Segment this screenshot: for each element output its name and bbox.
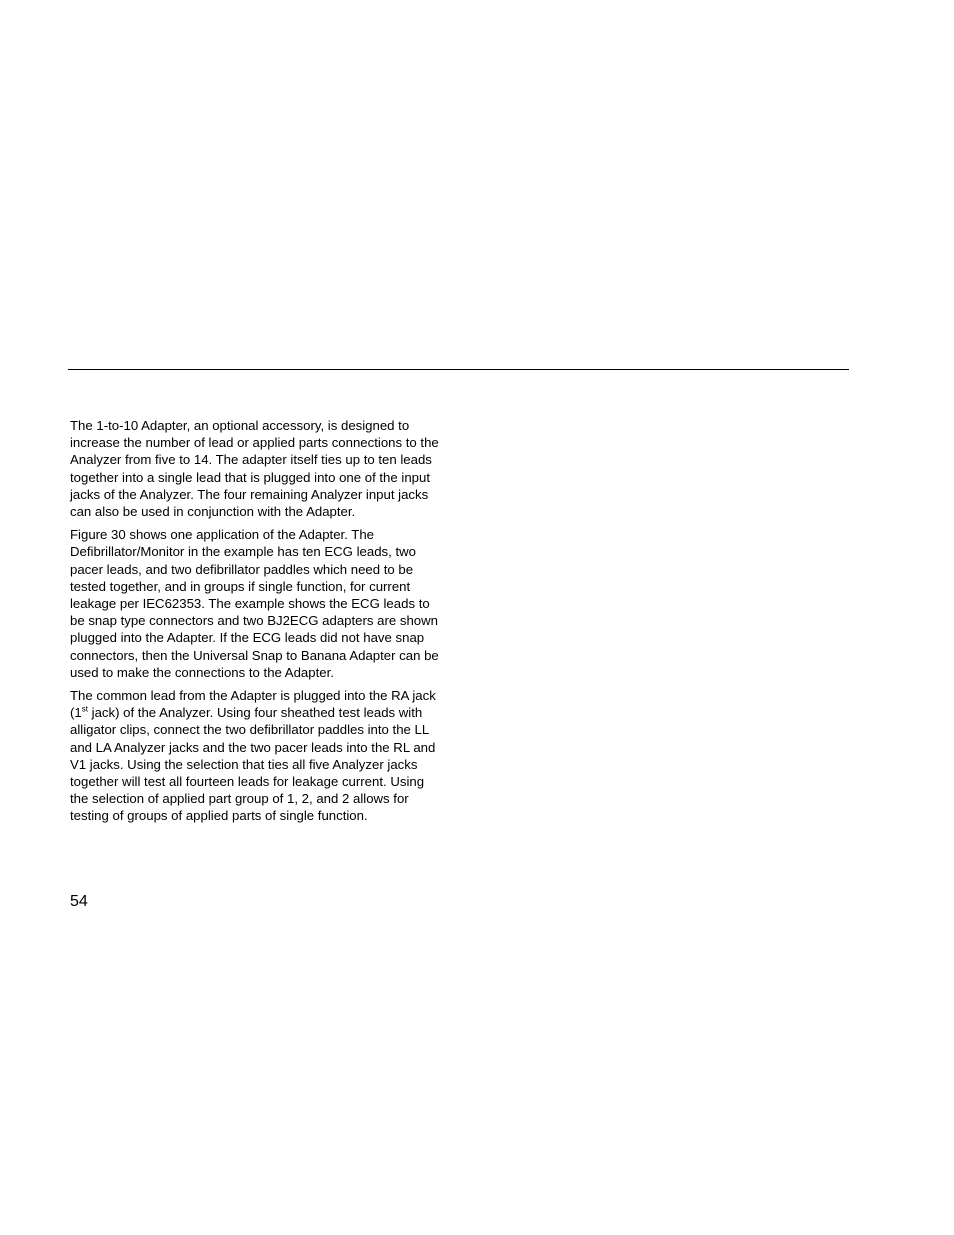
page-number: 54 bbox=[70, 893, 88, 910]
paragraph-adapter-intro: The 1-to-10 Adapter, an optional accessory, is designed to increase the number of lead or applied parts connections to the Analyzer from five to 14. The adapter itself ties up to ten leads together into a single lead that is plugged into one of the input jacks of the Analyzer. The four remaining Analyzer input jacks can also be used in conjunction with the Adapter. bbox=[70, 418, 439, 520]
header-rule bbox=[68, 369, 849, 370]
paragraph-3-text-after: jack) of the Analyzer. Using four sheathed test leads with alligator clips, connect the two defibrillator paddles into the LL and LA Analyzer jacks and the two pacer leads into the RL and V1 jacks. Using the selection that ties all five Analyzer jacks together will test all fourteen leads for leakage current. Using the selection of applied part group of 1, 2, and 2 allows for testing of groups of applied parts of single function. bbox=[70, 705, 436, 824]
paragraph-3-text-before: The common lead from the Adapter is plugged into the RA jack (1 bbox=[70, 688, 436, 721]
paragraph-figure-30-application: Figure 30 shows one application of the Adapter. The Defibrillator/Monitor in the example has ten ECG leads, two pacer leads, and two defibrillator paddles which need to be tested together, and in groups if single function, for current leakage per IEC62353. The example shows the ECG leads to be snap type connectors and two BJ2ECG adapters are shown plugged into the Adapter. If the ECG leads did not have snap connectors, then the Universal Snap to Banana Adapter can be used to make the connections to the Adapter. bbox=[70, 527, 439, 680]
text-column bbox=[70, 417, 442, 831]
paragraph-common-lead bbox=[70, 687, 442, 825]
ordinal-superscript: st bbox=[81, 704, 88, 714]
